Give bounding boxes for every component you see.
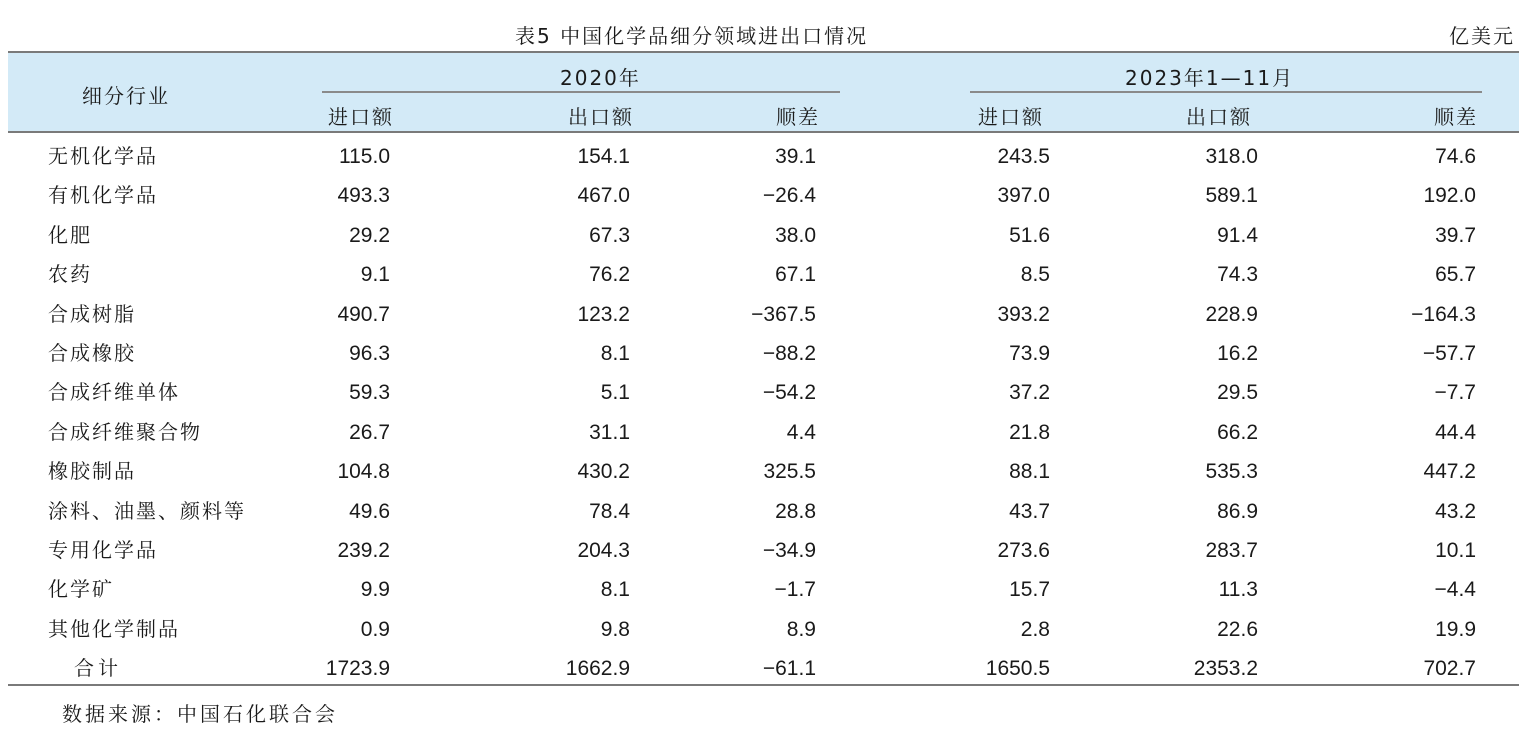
cell-surplus-2020: 67.1 <box>775 263 816 287</box>
row-label: 合成纤维聚合物 <box>48 419 202 444</box>
cell-export-2023: 86.9 <box>1217 499 1258 523</box>
row-label: 合成纤维单体 <box>48 380 180 405</box>
header-col-import-2020: 进口额 <box>328 105 394 129</box>
cell-export-2023: 535.3 <box>1205 460 1258 484</box>
row-label: 合成树脂 <box>48 301 136 326</box>
header-col-import-2023: 进口额 <box>978 105 1044 129</box>
cell-import-2020: 9.9 <box>360 578 390 602</box>
cell-export-2023: 589.1 <box>1205 184 1258 208</box>
cell-import-2023: 51.6 <box>1009 223 1050 247</box>
cell-import-2023: 393.2 <box>997 302 1050 326</box>
row-label: 合成橡胶 <box>48 340 136 365</box>
cell-export-2023: 22.6 <box>1217 617 1258 641</box>
cell-surplus-2020: 28.8 <box>775 499 816 523</box>
cell-export-2020: 204.3 <box>577 538 630 562</box>
table-row <box>0 413 1527 452</box>
cell-surplus-2023: 44.4 <box>1435 420 1476 444</box>
cell-import-2020: 493.3 <box>337 184 390 208</box>
cell-export-2020: 8.1 <box>600 341 630 365</box>
table-body <box>0 137 1527 688</box>
cell-import-2020: 104.8 <box>337 460 390 484</box>
cell-export-2023: 66.2 <box>1217 420 1258 444</box>
row-label: 专用化学品 <box>48 537 158 562</box>
header-row-label: 细分行业 <box>82 84 170 108</box>
cell-import-2020: 9.1 <box>360 263 390 287</box>
cell-surplus-2023: −7.7 <box>1434 381 1476 405</box>
cell-surplus-2020: 39.1 <box>775 145 816 168</box>
table-row <box>0 531 1527 570</box>
group-underline-2023 <box>970 91 1482 93</box>
row-label: 农药 <box>48 262 92 287</box>
cell-export-2020: 467.0 <box>577 184 630 208</box>
row-label: 无机化学品 <box>48 144 158 168</box>
cell-import-2023: 37.2 <box>1009 381 1050 405</box>
group-underline-2020 <box>322 91 840 93</box>
header-col-surplus-2020: 顺差 <box>776 105 820 129</box>
cell-import-2023: 21.8 <box>1009 420 1050 444</box>
cell-export-2020: 430.2 <box>577 460 630 484</box>
cell-import-2020: 59.3 <box>349 381 390 405</box>
table-row <box>0 452 1527 491</box>
cell-export-2020: 123.2 <box>577 302 630 326</box>
cell-import-2020: 239.2 <box>337 538 390 562</box>
cell-import-2023: 8.5 <box>1020 263 1050 287</box>
table-title: 表5 中国化学品细分领域进出口情况 <box>515 24 869 48</box>
header-group-2023: 2023年1—11月 <box>1125 66 1295 90</box>
table-row <box>0 610 1527 649</box>
cell-surplus-2023: 192.0 <box>1423 184 1476 208</box>
cell-surplus-2020: −34.9 <box>762 538 816 562</box>
table-row <box>0 492 1527 531</box>
cell-import-2020: 1723.9 <box>325 657 390 681</box>
header-col-surplus-2023: 顺差 <box>1434 105 1478 129</box>
cell-import-2023: 273.6 <box>997 538 1050 562</box>
cell-surplus-2020: −1.7 <box>774 578 816 602</box>
table-row <box>0 176 1527 215</box>
cell-export-2023: 11.3 <box>1218 578 1258 602</box>
cell-surplus-2023: −164.3 <box>1411 302 1476 326</box>
title-row <box>0 20 1527 50</box>
cell-surplus-2023: 447.2 <box>1423 460 1476 484</box>
cell-export-2020: 5.1 <box>600 381 630 405</box>
row-label: 其他化学制品 <box>48 616 180 641</box>
cell-export-2020: 8.1 <box>600 578 630 602</box>
cell-export-2023: 228.9 <box>1205 302 1258 326</box>
cell-export-2023: 74.3 <box>1217 263 1258 287</box>
cell-surplus-2020: −26.4 <box>762 184 816 208</box>
total-label: 合计 <box>74 656 122 681</box>
cell-import-2023: 15.7 <box>1009 578 1050 602</box>
row-label: 有机化学品 <box>48 183 158 208</box>
cell-surplus-2020: 8.9 <box>786 617 816 641</box>
total-row <box>0 649 1527 688</box>
cell-export-2020: 78.4 <box>589 499 630 523</box>
cell-surplus-2023: −4.4 <box>1434 578 1476 602</box>
row-label: 化学矿 <box>48 577 114 602</box>
cell-surplus-2023: 10.1 <box>1435 538 1476 562</box>
row-label: 涂料、油墨、颜料等 <box>48 498 246 523</box>
cell-surplus-2023: −57.7 <box>1422 341 1476 365</box>
cell-export-2023: 318.0 <box>1205 145 1258 168</box>
row-label: 化肥 <box>48 222 92 247</box>
table-row <box>0 373 1527 412</box>
cell-export-2020: 76.2 <box>589 263 630 287</box>
cell-surplus-2023: 43.2 <box>1435 499 1476 523</box>
header-rule <box>8 131 1519 133</box>
bottom-rule <box>8 684 1519 686</box>
cell-export-2020: 67.3 <box>589 223 630 247</box>
table-row <box>0 295 1527 334</box>
table-row <box>0 216 1527 255</box>
cell-export-2023: 91.4 <box>1217 223 1258 247</box>
cell-surplus-2023: 65.7 <box>1435 263 1476 287</box>
cell-import-2020: 26.7 <box>349 420 390 444</box>
cell-surplus-2020: 4.4 <box>786 420 816 444</box>
source-note: 数据来源：中国石化联合会 <box>62 702 338 726</box>
table-row <box>0 334 1527 373</box>
cell-export-2023: 16.2 <box>1217 341 1258 365</box>
cell-surplus-2023: 702.7 <box>1423 657 1476 681</box>
cell-import-2020: 96.3 <box>349 341 390 365</box>
cell-surplus-2020: 325.5 <box>763 460 816 484</box>
cell-import-2020: 29.2 <box>349 223 390 247</box>
unit-label: 亿美元 <box>1449 24 1515 48</box>
row-label: 橡胶制品 <box>48 459 136 484</box>
cell-import-2020: 49.6 <box>349 499 390 523</box>
cell-surplus-2023: 19.9 <box>1435 617 1476 641</box>
cell-import-2023: 2.8 <box>1020 617 1050 641</box>
table-row <box>0 570 1527 609</box>
cell-import-2020: 490.7 <box>337 302 390 326</box>
cell-export-2020: 31.1 <box>589 420 630 444</box>
cell-export-2020: 154.1 <box>577 145 630 168</box>
cell-import-2020: 0.9 <box>360 617 390 641</box>
cell-import-2023: 397.0 <box>997 184 1050 208</box>
table-row <box>0 137 1527 176</box>
cell-surplus-2023: 74.6 <box>1435 145 1476 168</box>
cell-import-2023: 243.5 <box>997 145 1050 168</box>
cell-export-2023: 29.5 <box>1217 381 1258 405</box>
header-group-2020: 2020年 <box>560 66 641 90</box>
cell-surplus-2023: 39.7 <box>1435 223 1476 247</box>
cell-export-2023: 283.7 <box>1205 538 1258 562</box>
header-col-export-2023: 出口额 <box>1186 105 1252 129</box>
cell-surplus-2020: −61.1 <box>762 657 816 681</box>
cell-import-2020: 115.0 <box>339 145 390 168</box>
cell-surplus-2020: 38.0 <box>775 223 816 247</box>
cell-import-2023: 73.9 <box>1009 341 1050 365</box>
cell-export-2023: 2353.2 <box>1193 657 1258 681</box>
cell-surplus-2020: −367.5 <box>751 302 816 326</box>
cell-export-2020: 1662.9 <box>565 657 630 681</box>
header-col-export-2020: 出口额 <box>568 105 634 129</box>
cell-import-2023: 1650.5 <box>985 657 1050 681</box>
cell-surplus-2020: −54.2 <box>762 381 816 405</box>
table-row <box>0 255 1527 294</box>
cell-export-2020: 9.8 <box>600 617 630 641</box>
cell-import-2023: 88.1 <box>1009 460 1050 484</box>
cell-surplus-2020: −88.2 <box>762 341 816 365</box>
cell-import-2023: 43.7 <box>1009 499 1050 523</box>
